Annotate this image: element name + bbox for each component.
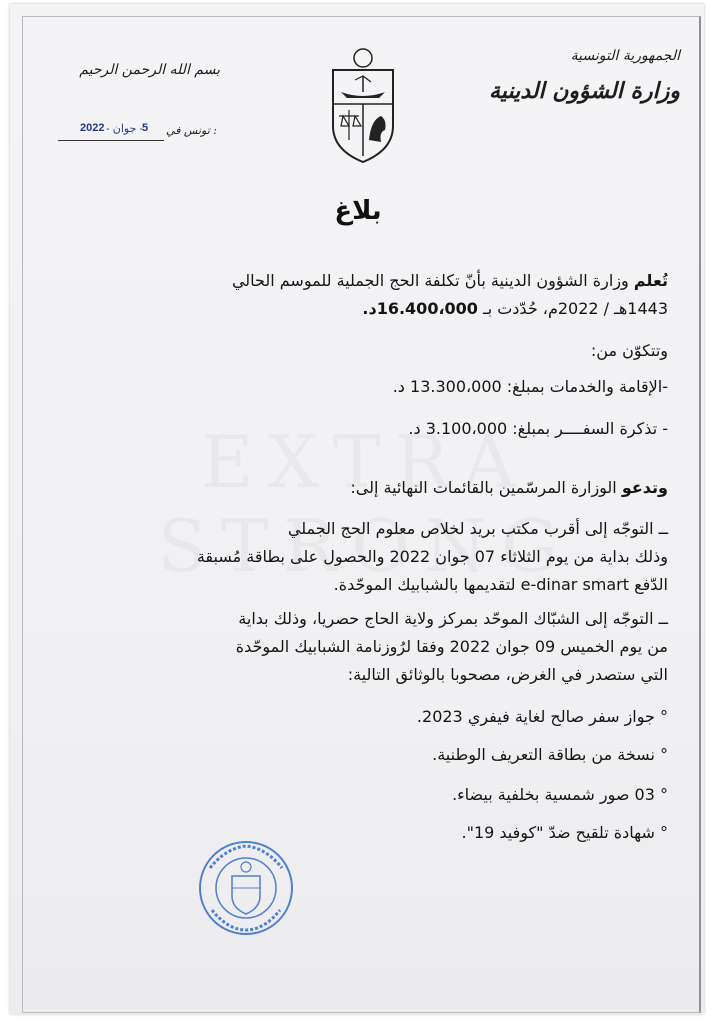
document-text: جواز سفر صالح لغاية فيفري 2023. — [416, 707, 655, 726]
call-bold-word: وتدعو — [621, 478, 668, 497]
call-text: الوزارة المرسّمين بالقائمات النهائية إلى: — [350, 478, 622, 497]
step1-line: وذلك بداية من يوم الثلاثاء 07 جوان 2022 والحصول على بطاقة مُسبقة — [196, 547, 668, 566]
step1-line: الدّفع e-dinar smart لتقديمها بالشبابيك الموحّدة. — [333, 575, 668, 594]
call-line — [50, 477, 668, 499]
document-item — [50, 706, 668, 728]
intro-line-1 — [50, 270, 668, 292]
date-label: تونس في : — [166, 124, 217, 137]
document-text: نسخة من بطاقة التعريف الوطنية. — [432, 745, 655, 764]
intro-bold-word: تُعلم — [633, 271, 668, 290]
bullet-icon: ° — [660, 823, 668, 842]
basmala-text: بسم الله الرحمن الرحيم — [79, 62, 220, 78]
breakdown-item: - تذكرة السفــــر بمبلغ: 3.100،000 د. — [408, 419, 668, 438]
document-item — [50, 822, 668, 844]
intro-line-2 — [50, 298, 668, 320]
date-month: - جوان - — [106, 123, 144, 135]
intro-line-2-text: 1443هـ / 2022م، حُدّدت بـ — [477, 299, 668, 318]
date-line — [58, 120, 228, 142]
date-underline — [58, 140, 164, 141]
document-item — [50, 744, 668, 766]
document-text: 03 صور شمسية بخلفية بيضاء. — [452, 785, 655, 804]
breakdown-item: -الإقامة والخدمات بمبلغ: 13.300،000 د. — [392, 377, 668, 396]
bullet-icon: ° — [660, 785, 668, 804]
document-text: شهادة تلقيح ضدّ "كوفيد 19". — [461, 823, 655, 842]
bullet-icon: ° — [660, 745, 668, 764]
intro-line-1-text: وزارة الشؤون الدينية بأنّ تكلفة الحج الجملية للموسم الحالي — [231, 271, 629, 290]
republic-label: الجمهورية التونسية — [570, 48, 680, 64]
step2-line: ــ التوجّه إلى الشبّاك الموحّد بمركز ولاية الحاج حصريا، وذلك بداية — [238, 609, 668, 628]
document-item — [50, 784, 668, 806]
step2-line: التي ستصدر في الغرض، مصحوبا بالوثائق التالية: — [347, 665, 668, 684]
step2-line: من يوم الخميس 09 جوان 2022 وفقا لرُوزنامة الشبابيك الموحّدة — [235, 637, 668, 656]
total-amount: 16.400،000د. — [362, 299, 478, 318]
official-stamp — [196, 838, 296, 938]
step1-line: ــ التوجّه إلى أقرب مكتب بريد لخلاص معلوم الحج الجملي — [287, 519, 668, 538]
date-year: 2022 — [80, 122, 105, 134]
coat-of-arms-emblem — [327, 46, 399, 166]
ministry-label: وزارة الشؤون الدينية — [489, 78, 680, 104]
breakdown-label: وتتكوّن من: — [590, 341, 668, 360]
date-day: 5 — [142, 122, 149, 134]
bullet-icon: ° — [660, 707, 668, 726]
page-title: بلاغ — [334, 196, 382, 226]
